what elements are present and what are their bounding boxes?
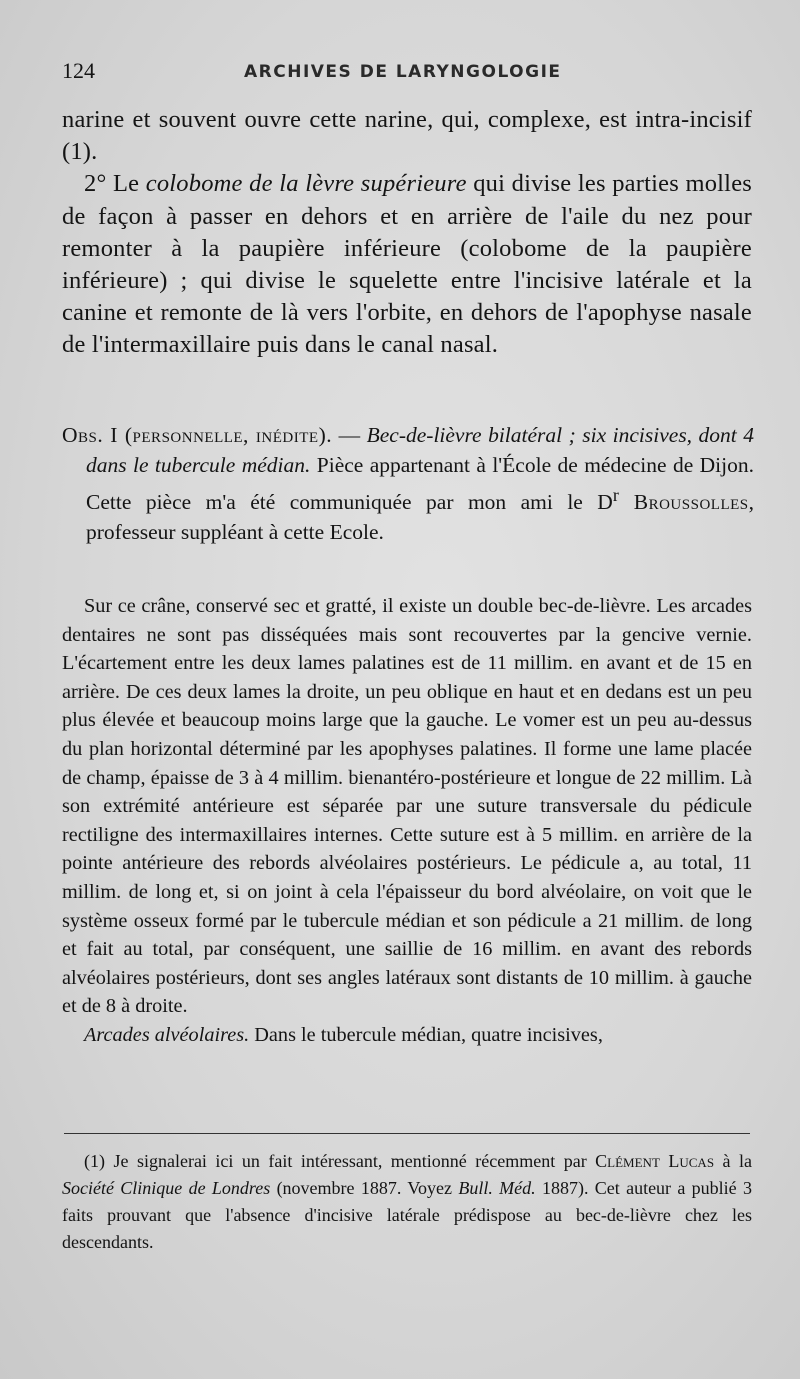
paragraph-skull: Sur ce crâne, conservé sec et gratté, il existe un double bec-de-lièvre. Les arcades dentaires ne sont pas disséquées mais sont recouvertes par la gencive vernie. L'écartement entre les deux lames palatines est de 11 millim. en avant et de 15 en arrière. De ces deux lames la droite, un peu oblique en haut et en dedans est un peu plus élevée et beaucoup moins large que la gauche. Le vomer est un peu au-dessus du plan horizontal déterminé par les apophyses palatines. Il forme une lame placée de champ, épaisse de 3 à 4 millim. bienantéro-postérieure et longue de 22 millim. Là son extrémité antérieure est séparée par une suture transversale du pédicule rectiligne des intermaxillaires internes. Cette suture est à 5 millim. en arrière de la pointe antérieure des rebords alvéolaires postérieurs. Le pédicule a, au total, 11 millim. de long et, si on joint à cela l'épaisseur du bord alvéolaire, on voit que le système osseux formé par le tubercule médian et son pédicule a 21 millim. de long et fait au total, par conséquent, une saillie de 16 millim. en avant des rebords alvéolaires postérieurs, dont ses angles latéraux sont distants de 10 millim. à gauche et de 8 à droite.: [62, 595, 752, 1018]
footnote-part: 1887). Cet auteur a publié 3 faits prouvant que l'absence d'incisive latérale prédispose au bec-de-lièvre chez les descendants.: [62, 1178, 752, 1252]
footnote-rule: [64, 1133, 750, 1134]
obs-dash: —: [332, 423, 367, 447]
observation-heading: [62, 420, 754, 547]
top-text: [62, 104, 752, 362]
running-head: ARCHIVES DE LARYNGOLOGIE: [244, 62, 562, 82]
footnote-reference: Bull. Méd.: [458, 1178, 536, 1198]
colobome-term: colobome de la lèvre supérieure: [145, 170, 467, 198]
footnote: [62, 1148, 752, 1256]
footnote-part: à la: [714, 1151, 752, 1171]
paragraph-colobome: [62, 168, 752, 361]
footnote-author: Clément Lucas: [595, 1151, 715, 1171]
page-number: 124: [62, 58, 95, 83]
footnote-part: Je signalerai ici un fait intéressant, mentionné récemment par: [105, 1151, 596, 1171]
paragraph-continuation: narine et souvent ouvre cette narine, qui, complexe, est intra-incisif (1).: [62, 106, 752, 166]
colobome-description: qui divise les parties molles de façon à passer en dehors et en arrière de l'aile du nez pour remonter à la paupière inférieure (colobome de la paupière inférieure) ; qui divise le squelette entre l'incisive latérale et la canine et remonte de là vers l'orbite, en dehors de l'apophyse nasale de l'intermaxillaire puis dans le canal nasal.: [62, 170, 752, 359]
footnote-part: (novembre 1887. Voyez: [270, 1178, 459, 1198]
item-number: 2° Le: [84, 170, 146, 198]
obs-title: Bec-de-lièvre bilatéral ; six incisives, dont 4 dans le tubercule médian.: [86, 423, 755, 477]
obs-label: Obs. I (personnelle, inédite).: [62, 423, 333, 447]
obs-name: Broussolles: [618, 490, 749, 515]
paragraph-arcades: [62, 1021, 752, 1050]
page-header: [62, 58, 752, 92]
footnote-text: [62, 1148, 752, 1256]
obs-doctor-sup: r: [612, 485, 619, 505]
obs-text-end: , professeur suppléant à cette Ecole.: [86, 490, 754, 545]
footnote-mark: (1): [84, 1151, 105, 1171]
arcades-text: Dans le tubercule médian, quatre incisives,: [249, 1023, 603, 1046]
footnote-journal: Société Clinique de Londres: [62, 1178, 271, 1198]
obs-text: Pièce appartenant à l'École de médecine de Dijon. Cette pièce m'a été communiquée par mon ami le D: [86, 453, 754, 515]
body-text: [62, 592, 752, 1050]
arcades-heading: Arcades alvéolaires.: [84, 1023, 250, 1046]
